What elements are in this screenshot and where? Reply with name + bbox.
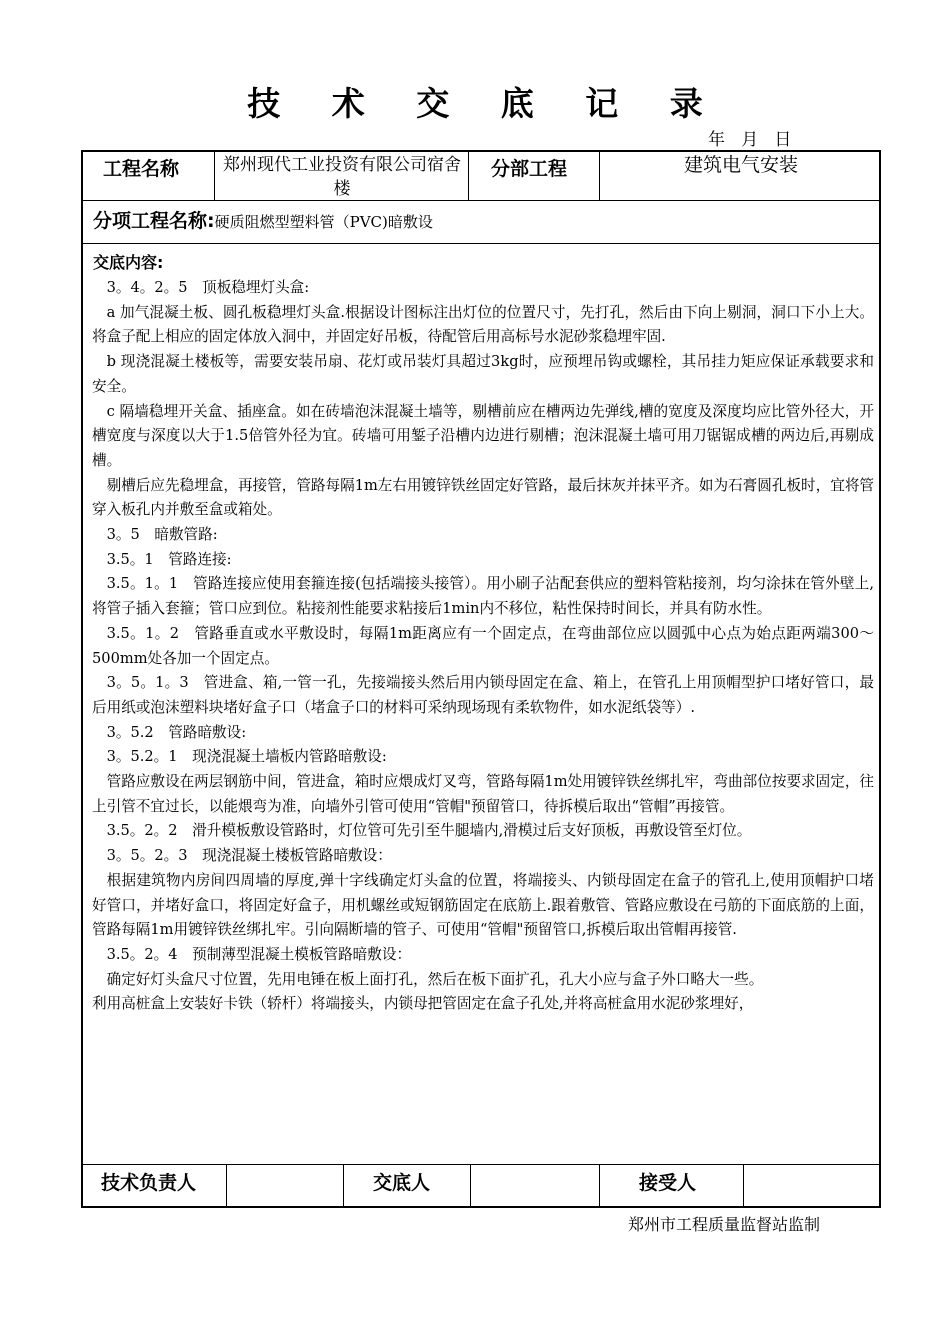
content-paragraph: 3。5 暗敷管路: [106, 526, 218, 544]
divider-line [83, 1164, 879, 1165]
content-paragraph: 3。5。1。3 管进盒、箱,一管一孔，先接端接头然后用内锁母固定在盒、箱上，在管孔上用顶帽型护口堵好管口，最后用纸或泡沫塑料块堵好盒子口（堵盒子口的材料可采纳现场现有柔软物件，如水泥纸袋等）. [92, 674, 874, 716]
tech-lead-label: 技术负责人 [101, 1172, 197, 1194]
content-body [92, 276, 874, 1017]
content-label: 交底内容: [93, 253, 164, 272]
divider-line [226, 1164, 227, 1208]
content-paragraph: 3.5。2。4 预制薄型混凝土模板管路暗敷设： [106, 945, 412, 963]
footer-issuer: 郑州市工程质量监督站监制 [628, 1215, 821, 1234]
divider-line [343, 1164, 344, 1208]
divider-line [743, 1164, 744, 1208]
date-label: 年 月 日 [708, 130, 792, 150]
presenter-label: 交底人 [373, 1172, 431, 1194]
content-paragraph: 3。5.2。1 现浇混凝土墙板内管路暗敷设: [106, 748, 387, 766]
subitem-value: 硬质阻燃型塑料管（PVC)暗敷设 [214, 213, 433, 231]
divider-line [83, 200, 879, 201]
divider-line [83, 243, 879, 244]
content-paragraph: 3.5。2。2 滑升模板敷设管路时，灯位管可先引至牛腿墙内,滑模过后支好顶板，再敷设管至灯位。 [106, 822, 752, 840]
content-paragraph: 3。4。2。5 顶板稳埋灯头盒: [106, 279, 310, 296]
divider-line [468, 152, 469, 200]
divider-line [599, 1164, 600, 1208]
content-paragraph: 利用高桩盒上安装好卡铁（轿杆）将端接头，内锁母把管固定在盒子孔处,并将高桩盒用水泥砂浆埋好， [92, 995, 754, 1013]
content-paragraph: 3.5。1。2 管路垂直或水平敷设时，每隔1m距离应有一个固定点，在弯曲部位应以圆弧中心点为始点距两端300～500mm处各加一个固定点。 [92, 624, 874, 667]
content-paragraph: 确定好灯头盒尺寸位置，先用电锤在板上面打孔，然后在板下面扩孔，孔大小应与盒子外口略大一些。 [106, 970, 764, 988]
divider-line [599, 152, 600, 200]
project-name-value: 郑州现代工业投资有限公司宿舍楼 [223, 155, 461, 199]
content-paragraph: 管路应敷设在两层钢筋中间，管进盒，箱时应煨成灯叉弯，管路每隔1m处用镀锌铁丝绑扎牢，弯曲部位按要求固定，往上引管不宜过长，以能煨弯为准，向墙外引管可使用“管帽"预留管口，待拆模后取出“管帽”再接管。 [92, 773, 875, 815]
content-paragraph: a 加气混凝土板、圆孔板稳埋灯头盒.根据设计图标注出灯位的位置尺寸，先打孔，然后由下向上剔洞，洞口下小上大。将盒子配上相应的固定体放入洞中，并固定好吊板，待配管后用高标号水泥砂浆稳埋牢固. [92, 303, 874, 346]
content-paragraph: 根据建筑物内房间四周墙的厚度,弹十字线确定灯头盒的位置，将端接头、内锁母固定在盒子的管孔上,使用顶帽护口堵好管口，并堵好盒口，将固定好盒子，用机螺丝或短钢筋固定在底筋上.跟着敷管、管路应敷设在弓筋的下面底筋的上面，管路每隔1m用镀锌铁丝绑扎牢。引向隔断墙的管子、可使用“管帽"预留管口,拆模后取出管帽再接管. [92, 871, 874, 939]
content-paragraph: 3.5。1。1 管路连接应使用套箍连接(包括端接头接管）。用小刷子沾配套供应的塑料管粘接剂，均匀涂抹在管外壁上,将管子插入套箍；管口应到位。粘接剂性能要求粘接后1min内不移位，粘性保持时间长，并具有防水性。 [92, 575, 874, 618]
content-paragraph: 3。5。2。3 现浇混凝土楼板管路暗敷设： [106, 847, 392, 865]
subitem-row [93, 206, 433, 233]
record-sheet [81, 150, 881, 1208]
project-name-label: 工程名称 [103, 158, 180, 180]
subitem-label: 分项工程名称: [93, 210, 215, 232]
content-paragraph: b 现浇混凝土楼板等，需要安装吊扇、花灯或吊装灯具超过3kg时，应预埋吊钩或螺栓，其吊挂力矩应保证承载要求和安全。 [92, 353, 874, 395]
content-paragraph: 3.5。1 管路连接: [106, 550, 232, 568]
divider-line [214, 152, 215, 200]
receiver-label: 接受人 [639, 1172, 697, 1194]
division-label: 分部工程 [491, 158, 568, 180]
content-paragraph: 剔槽后应先稳埋盒，再接管，管路每隔1m左右用镀锌铁丝固定好管路，最后抹灰并抹平齐。如为石膏圆孔板时，宜将管穿入板孔内并敷至盒或箱处。 [92, 476, 875, 519]
divider-line [470, 1164, 471, 1208]
content-paragraph: c 隔墙稳埋开关盒、插座盒。如在砖墙泡沫混凝土墙等，剔槽前应在槽两边先弹线,槽的宽度及深度均应比管外径大，开槽宽度与深度以大于1.5倍管外径为宜。砖墙可用錾子沿槽内边进行剔槽；泡沫混凝土墙可用刀锯锯成槽的两边后,再剔成槽。 [92, 402, 874, 469]
content-paragraph: 3。5.2 管路暗敷设: [106, 723, 247, 741]
document-title: 技 术 交 底 记 录 [247, 84, 723, 123]
division-value: 建筑电气安装 [683, 154, 798, 176]
